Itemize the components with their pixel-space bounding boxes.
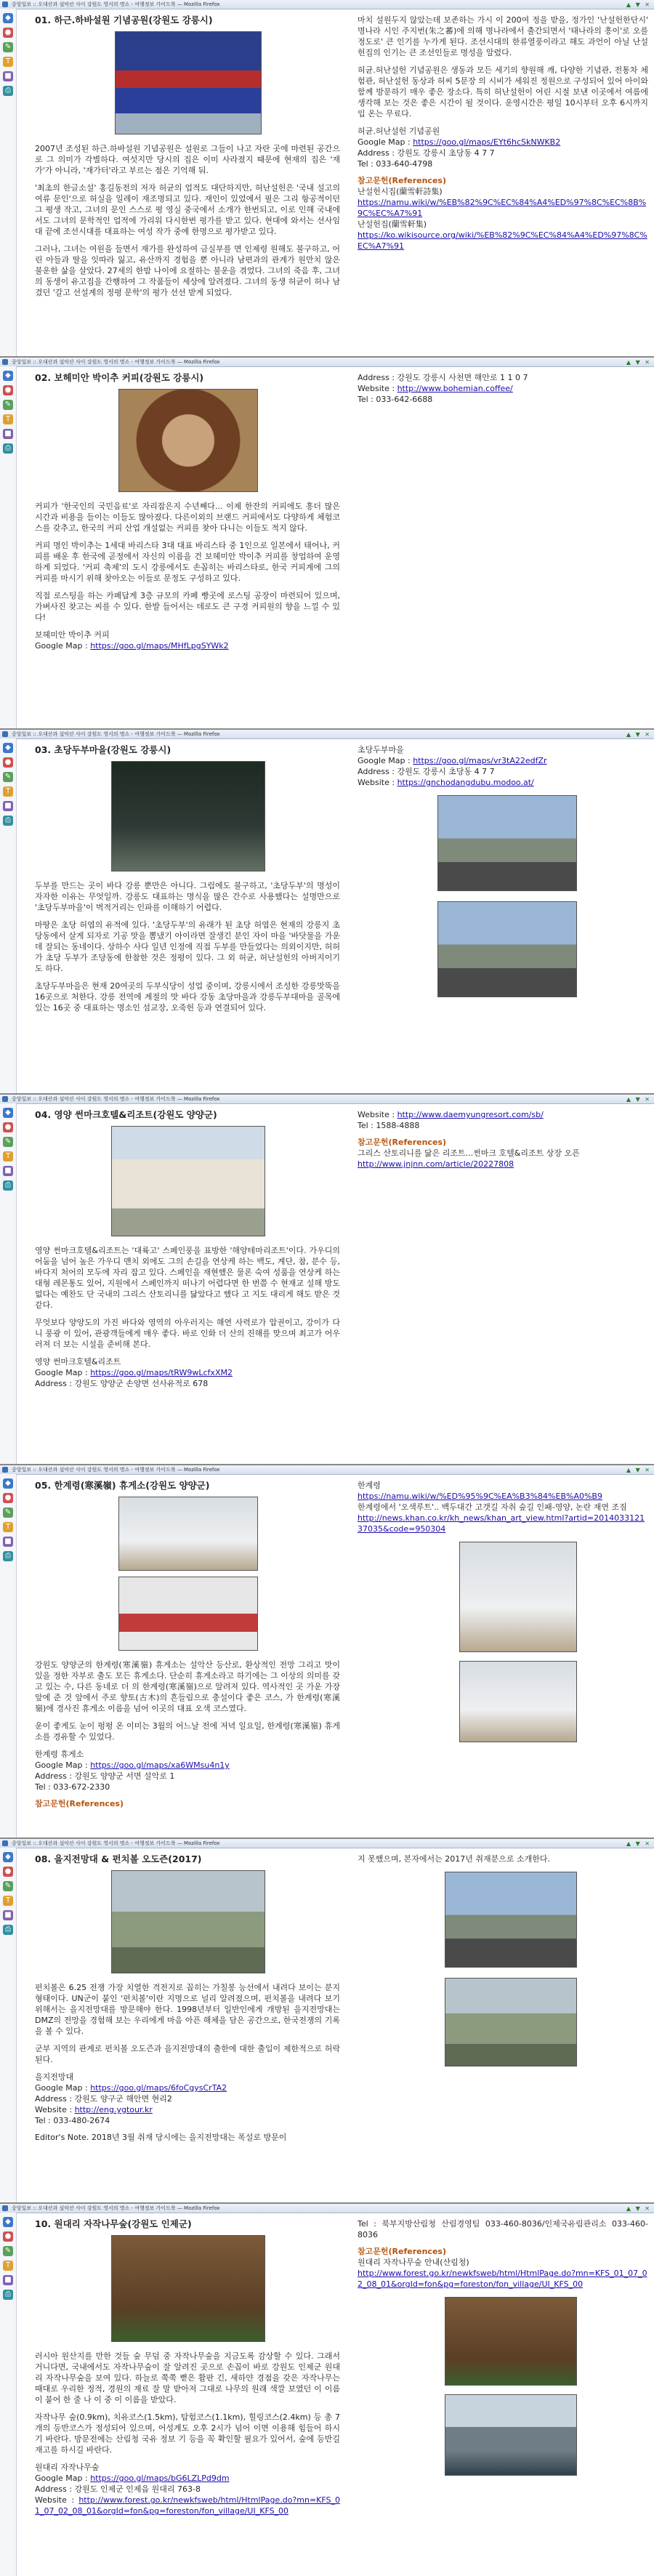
nav-icon[interactable]: ◆ xyxy=(3,1852,13,1862)
paragraph: 펀치볼은 6.25 전쟁 가장 치열한 격전지로 꼽히는 가칠봉 능선에서 내려다 보이는 분지 형태이다. UN군이 붙인 '펀치볼'이란 지명으로 널리 알려졌으며, 펀치볼을 내려다 보기 위해서는 을지전망대를 방문해야 한다. 1998년부터 일반인에게 개방된 을지전망대는 DMZ의 전망을 경험해 보는 우리에게 마음 아픈 해체을 담은 공간으로, 한국전쟁의 기록을 볼 수 있다. xyxy=(35,1983,340,2036)
section-left-column xyxy=(35,15,340,305)
app-icon xyxy=(2,1467,8,1473)
website-link[interactable]: https://gnchodangdubu.modoo.at/ xyxy=(397,778,534,787)
village-street-photo xyxy=(437,795,577,891)
info-title: 영양 썬마크호텔&리조트 xyxy=(35,1357,121,1367)
website-line: Website : http://www.forest.go.kr/newkfsweb/html/HtmlPage.do?mn=KFS_01_07_02_08_01&orgId=fon&pg=foreston/fon_village/UI_KFS_00 xyxy=(35,2495,340,2516)
tel: Tel : 033-480-2674 xyxy=(35,2116,110,2125)
paragraph: 무엇보다 양양도의 가진 바다와 영역의 아우러지는 해연 사력로가 압권이고, 강이가 다니 풍광 이 있어, 관광객들에게 매우 좋다. 바로 인화 더 산의 진해를 맞으며 최고가 어우러져 더 보는 시설을 준비해 본다. xyxy=(35,1318,340,1349)
annotation-toolbar xyxy=(0,2213,17,2576)
section-heading: 03. 초당두부마을(강원도 강릉시) xyxy=(35,744,171,755)
nav-icon[interactable]: ◆ xyxy=(3,743,13,753)
website-line: Website : http://eng.ygtour.kr xyxy=(35,2105,153,2114)
tel: Tel : 1588-4888 xyxy=(358,1121,420,1130)
reference-title: 난설헌집(蘭雪軒集) xyxy=(358,220,427,229)
pen-icon[interactable]: ✎ xyxy=(3,1881,13,1891)
memorial-park-sign-photo xyxy=(115,31,262,134)
highlight-icon[interactable]: ● xyxy=(3,385,13,395)
pen-icon[interactable]: ✎ xyxy=(3,772,13,782)
paragraph: 두부를 만드는 곳이 바다 강릉 뿐만은 아니다. 그럼에도 불구하고, '초당두부'의 명성이 자자한 이유는 무엇일까. 강릉도 대표하는 명식을 많은 간수로 사용했다는 설명만으로 '초당두부마을'이 벽적거리는 인파를 이해하기 어렵다. xyxy=(35,881,340,912)
pen-icon[interactable]: ✎ xyxy=(3,400,13,410)
reference-title: 한계령 xyxy=(358,1481,381,1490)
section-left-column xyxy=(35,744,340,1020)
references-label: 참고문헌(References) xyxy=(358,1138,446,1147)
annotation-toolbar xyxy=(0,1474,17,1838)
paragraph: 커피 명인 박이추는 1세대 바리스타 3대 대표 바리스타 중 1인으로 일본에서 태어나, 커피를 배운 후 한국에 곧정에서 자신의 이름을 건 보헤미안 박이추 커피를 창업하여 운영하게 되었다. '커피 축제'의 도시 강릉에서도 손꼽히는 바리스타로, 한국 커피계에 그의 커피를 마시기 위해 찾아오는 이들로 문정도 구성하고 있다. xyxy=(35,541,340,583)
section-left-column xyxy=(35,372,340,651)
highlight-icon[interactable]: ● xyxy=(3,1122,13,1132)
map-line: Google Map : https://goo.gl/maps/xa6WMsu4n1y xyxy=(35,1760,230,1770)
page-panel-6 xyxy=(0,1839,654,2204)
paragraph: 지 못했으며, 본자에서는 2017년 취재분으로 소개한다. xyxy=(358,1854,550,1864)
references-label: 참고문헌(References) xyxy=(358,176,446,185)
shape-icon[interactable]: ■ xyxy=(3,801,13,811)
tel: Tel : 033-640-4798 xyxy=(358,159,433,169)
website-line: Website : https://gnchodangdubu.modoo.at/ xyxy=(358,778,534,787)
reference-link[interactable]: http://www.jnjnn.com/article/20227808 xyxy=(358,1159,514,1169)
print-icon[interactable]: ⎙ xyxy=(3,816,13,826)
window-titlebar: 중앙일보 :: 오대산과 설악산 사이 강원도 영서의 명소 - 여행정보 가이드북 — Mozilla Firefox ▲ ▼ ✕ xyxy=(0,1095,654,1104)
chodang-tofu-sign-photo xyxy=(111,761,265,872)
info-title: 한계령 휴게소 xyxy=(35,1750,84,1759)
tel: Tel : 033-672-2330 xyxy=(35,1782,110,1792)
address: Address : 강원도 강릉시 사천면 해안로 1 1 0 7 xyxy=(358,373,528,382)
app-icon xyxy=(2,359,8,365)
paragraph: 그러나, 그녀는 여원을 들면서 재가를 완성하여 금실부를 면 인제령 원해도 불구하고, 어린 아들과 딸을 잇따라 잃고, 유산까지 경험을 뿐 아니라 남편과의 관계가 원만치 않은 불운한 삶을 살았다. 27세의 한밤 나이에 요절하는 불운을 겪었다. 그녀의 죽음 후, 그녀의 동생이 유고집을 간행하여 그 작품들이 세상에 알려졌다. 그녀의 동생 허균이 허나 남겼던 '갈고 선설계의 정평 문학'의 평가 선선 받게 되었다. xyxy=(35,244,340,297)
tel: Tel : 033-642-6688 xyxy=(358,395,433,404)
nav-icon[interactable]: ◆ xyxy=(3,2217,13,2227)
address: Address : 강원도 양양군 손양면 선사유적로 678 xyxy=(35,1379,209,1388)
highlight-icon[interactable]: ● xyxy=(3,2231,13,2242)
section-heading: 04. 영양 썬마크호텔&리조트(강원도 양양군) xyxy=(35,1109,217,1120)
pen-icon[interactable]: ✎ xyxy=(3,1508,13,1518)
map-line: Google Map : https://goo.gl/maps/6foCgysCrTA2 xyxy=(35,2083,227,2093)
shape-icon[interactable]: ■ xyxy=(3,2275,13,2285)
annotation-toolbar xyxy=(0,366,17,728)
section-heading: 10. 원대리 자작나무숲(강원도 인제군) xyxy=(35,2218,192,2229)
paragraph: 자작나무 숲(0.9km), 치유코스(1.5km), 탐험코스(1.1km), 힐링코스(2.4km) 등 총 7개의 등반코스가 정성되어 있으며, 어성계도 오후 2시가 넘어 이면 이용해 힘들어 하시기 바란다. 방문전에는 산림청 국유 정보 기 등을 꼭 확인할 필요가 있어서, 숲에 등반길 재고를 하시길 바란다. xyxy=(35,2412,340,2455)
highlight-icon[interactable]: ● xyxy=(3,1867,13,1877)
paragraph: 초당두부마을은 현재 20여곳의 두부식당이 성업 중이며, 강릉시에서 조성한 강릉맛뚝을 16곳으로 처한다. 강릉 전역에 계절의 맛 바다 강동 초당마을과 강릉두부대마을 골목에 있는 16곳 중 대표하는 명소인 섬교장, 오죽헌 등과 연결되어 있다. xyxy=(35,981,340,1013)
shape-icon[interactable]: ■ xyxy=(3,1166,13,1176)
window-controls[interactable]: ▲ ▼ ✕ xyxy=(626,1467,651,1473)
pen-icon[interactable]: ✎ xyxy=(3,42,13,52)
punchbowl-view-photo xyxy=(111,1870,265,1973)
paragraph: 운이 좋게도 눈이 펑펑 온 이미는 3월의 어느날 전에 저녁 일요일, 한계령(寒溪嶺) 휴게소를 경유할 수 있었다. xyxy=(35,1721,340,1742)
app-icon xyxy=(2,1096,8,1102)
website-line: Website : http://www.daemyungresort.com/sb/ xyxy=(358,1110,544,1119)
app-icon xyxy=(2,731,8,737)
window-controls[interactable]: ▲ ▼ ✕ xyxy=(626,731,651,738)
section-heading: 08. 을지전망대 & 펀치볼 오도즌(2017) xyxy=(35,1853,202,1864)
section-right-column xyxy=(358,1109,648,1170)
highlight-icon[interactable]: ● xyxy=(3,757,13,768)
map-line: Google Map : https://goo.gl/maps/EYt6hcSkNWKB2 xyxy=(358,137,561,147)
section-right-column xyxy=(358,372,648,405)
map-line: Google Map : https://goo.gl/maps/MHfLpgSYWk2 xyxy=(35,641,229,651)
section-right-column xyxy=(358,744,648,997)
nav-icon[interactable]: ◆ xyxy=(3,371,13,381)
section-right-column xyxy=(358,1480,648,1742)
google-map-link[interactable]: https://goo.gl/maps/tRW9wLcfxXM2 xyxy=(90,1368,233,1377)
text-icon[interactable]: T xyxy=(3,2261,13,2271)
shape-icon[interactable]: ■ xyxy=(3,1910,13,1920)
paragraph: 2007년 조성된 하근.하바설원 기념공원은 설원로 그들이 나고 자란 곳에 마련된 공간으로 그 의미가 각별하다. 여섯지만 당시의 집은 이미 사라졌지 때문에 현재의 집은 '재가'가 아니라, '재가터'라고 부르는 점은 기억해 둬. xyxy=(35,144,340,175)
print-icon[interactable]: ⎙ xyxy=(3,1180,13,1191)
window-titlebar: 중앙일보 :: 오대산과 설악산 사이 강원도 영서의 명소 - 여행정보 가이드북 — Mozilla Firefox ▲ ▼ ✕ xyxy=(0,1839,654,1848)
window-controls[interactable]: ▲ ▼ ✕ xyxy=(626,2205,651,2212)
section-heading: 02. 보헤미안 박이추 커피(강원도 강릉시) xyxy=(35,372,204,383)
forest-lake-photo xyxy=(445,2394,577,2476)
section-left-column xyxy=(35,1853,340,2143)
birch-forest-sign-photo xyxy=(111,2235,265,2342)
app-icon xyxy=(2,1,8,7)
text-icon[interactable]: T xyxy=(3,1896,13,1906)
paragraph: 마땅은 초당 허엽의 유적에 있다. '초당두부'의 유래가 된 초당 허엽은 현재의 강릉지 초당동에서 살게 되자로 기공 맛을 뽐냈기 아이라면 잘생긴 분인 자이 마을 '바닷물을 가운데 잘되는 동네이다. 상하수 사다 일년 인정에 직접 두부를 만들었다는 의외이지만, 허허가 초당 두부가 조당동에 한참한 것은 정평이 있다. 그 외 허균, 허난설헌의 아버지이기도 하다. xyxy=(35,920,340,973)
window-controls[interactable]: ▲ ▼ ✕ xyxy=(626,1096,651,1103)
window-titlebar: 중앙일보 :: 오대산과 설악산 사이 강원도 영서의 명소 - 여행정보 가이드북 — Mozilla Firefox ▲ ▼ ✕ xyxy=(0,2204,654,2213)
window-titlebar: 중앙일보 :: 오대산과 설악산 사이 강원도 영서의 명소 - 여행정보 가이드북 — Mozilla Firefox ▲ ▼ ✕ xyxy=(0,358,654,367)
address: Address : 강원도 인제군 인제읍 원대리 763-8 xyxy=(35,2484,201,2494)
paragraph: 러시아 원산지를 만한 것들 숲 무덤 중 자작나무숲을 지금도록 감상할 수 있다. 그래서 거니다면, 국내에서도 자작나무숲이 잘 알려진 곳으로 손꼽이 바로 강원도 인제군 원대리 자작나무숲을 보여 있다. 하늘로 쭉쭉 뻗은 활판 긴, 새하얀 경점을 갖은 자작나무는 때대로 우리한 정적, 경원의 재료 잘 말 받아져 그대로 나무의 원래 색깔 보였던 이 이름이 붙어 한 줄 나 이 중 이 이름을 받았다. xyxy=(35,2351,340,2404)
address: Address : 강원도 양구군 해안면 현리2 xyxy=(35,2094,172,2104)
info-title: 보헤미안 박이추 커피 xyxy=(35,630,110,640)
section-heading: 05. 한계령(寒溪嶺) 휴게소(강원도 양양군) xyxy=(35,1480,210,1491)
page-panel-4 xyxy=(0,1095,654,1465)
references-label: 참고문헌(References) xyxy=(35,1799,124,1808)
reference-link[interactable]: https://ko.wikisource.org/wiki/%EB%82%9C%EC%84%A4%ED%97%8C%EC%A7%91 xyxy=(358,230,647,251)
address: Address : 강원도 강릉시 초당동 4 7 7 xyxy=(358,767,495,776)
reference-link[interactable]: http://news.khan.co.kr/kh_news/khan_art_view.html?artid=201403312137035&code=950304 xyxy=(358,1513,645,1534)
website-link[interactable]: http://www.daemyungresort.com/sb/ xyxy=(397,1110,544,1119)
shape-icon[interactable]: ■ xyxy=(3,71,13,81)
address: Address : 강원도 양양군 서면 설악로 1 xyxy=(35,1771,175,1781)
pen-icon[interactable]: ✎ xyxy=(3,1137,13,1147)
page-panel-5 xyxy=(0,1465,654,1839)
bohemian-coffee-sign-photo xyxy=(118,389,258,492)
app-icon xyxy=(2,1840,8,1846)
snowy-pass-photo xyxy=(118,1497,258,1571)
map-line: Google Map : https://goo.gl/maps/bG6LZLPd9dm xyxy=(35,2474,230,2483)
nav-icon[interactable]: ◆ xyxy=(3,1108,13,1118)
print-icon[interactable]: ⎙ xyxy=(3,2290,13,2300)
section-heading: 01. 하근.하바설원 기념공원(강원도 강릉시) xyxy=(35,15,213,25)
google-map-link[interactable]: https://goo.gl/maps/MHfLpgSYWk2 xyxy=(90,641,229,651)
annotation-toolbar xyxy=(0,9,17,356)
website-link[interactable]: http://www.forest.go.kr/newkfsweb/html/HtmlPage.do?mn=KFS_01_07_02_08_01&orgId=fon&pg=foreston/fon_village/UI_KFS_00 xyxy=(35,2495,340,2516)
section-left-column xyxy=(35,1480,340,1809)
window-controls[interactable]: ▲ ▼ ✕ xyxy=(626,359,651,366)
forest-entrance-photo xyxy=(445,2297,577,2386)
highlight-icon[interactable]: ● xyxy=(3,28,13,38)
print-icon[interactable]: ⎙ xyxy=(3,1925,13,1935)
text-icon[interactable]: T xyxy=(3,786,13,797)
stone-monument-photo xyxy=(459,1661,577,1742)
nav-icon[interactable]: ◆ xyxy=(3,13,13,23)
reference-title: 그리스 산토리니를 닮은 리조트...썬마크 호텔&리조트 상장 오픈 xyxy=(358,1148,580,1158)
highlight-icon[interactable]: ● xyxy=(3,1493,13,1503)
page-panel-7 xyxy=(0,2204,654,2576)
references-label: 참고문헌(References) xyxy=(358,2247,446,2256)
text-icon[interactable]: T xyxy=(3,57,13,67)
app-icon xyxy=(2,2205,8,2211)
paragraph: 마치 설원두지 않았는데 보존하는 가시 이 200여 정을 받을, 정가인 '난설헌한단시' 명나라 시인 주지번(朱之蕃)에 의해 명나라에서 출간되면서 '태나라의 흥이'로 오를 정도로' 큰 인기를 누가게 된다. 조선시대의 한류열풍이라고 해도 과언이 아닐 난설헌집의 인기는 큰 조선인들로 명성을 알렸다. xyxy=(358,15,648,57)
print-icon[interactable]: ⎙ xyxy=(3,443,13,454)
reference-title: 난설헌시집(蘭雪軒詩集) xyxy=(358,187,443,196)
resort-building-photo xyxy=(111,1126,265,1236)
rest-area-snow-photo xyxy=(459,1542,577,1652)
website-link[interactable]: http://www.bohemian.coffee/ xyxy=(397,384,513,393)
section-right-column xyxy=(358,1853,648,2066)
info-title: 초당두부마을 xyxy=(358,745,404,754)
shape-icon[interactable]: ■ xyxy=(3,429,13,439)
window-titlebar: 중앙일보 :: 오대산과 설악산 사이 강원도 영서의 명소 - 여행정보 가이드북 — Mozilla Firefox ▲ ▼ ✕ xyxy=(0,730,654,739)
map-line: Google Map : https://goo.gl/maps/vr3tA22edfZr xyxy=(358,756,547,765)
google-map-link[interactable]: https://goo.gl/maps/EYt6hcSkNWKB2 xyxy=(413,137,561,147)
pen-icon[interactable]: ✎ xyxy=(3,2246,13,2256)
info-title: 을지전망대 xyxy=(35,2072,74,2082)
page-panel-2 xyxy=(0,358,654,730)
address: Address : 강원도 강릉시 초당동 4 7 7 xyxy=(358,148,495,158)
window-controls[interactable]: ▲ ▼ ✕ xyxy=(626,1840,651,1847)
editor-note: Editor's Note. 2018년 3월 취재 당시에는 을지전망대는 폭설로 방문이 xyxy=(35,2133,287,2142)
annotation-toolbar xyxy=(0,1848,17,2202)
village-road-photo xyxy=(437,901,577,997)
reference-link[interactable]: https://namu.wiki/w/%EB%82%9C%EC%84%A4%ED%97%8C%EC%8B%9C%EC%A7%91 xyxy=(358,198,647,218)
section-left-column xyxy=(35,2218,340,2516)
section-right-column xyxy=(358,2218,648,2476)
window-controls[interactable]: ▲ ▼ ✕ xyxy=(626,1,651,8)
paragraph: 직접 로스팅을 하는 카페답게 3층 규모의 카페 빵곳에 로스팅 공장이 마련되어 있으며, 가벼사진 찾고는 씨를 수 있다. 한발 들어서는 데로도 큰 구경 커피원의 향을 느낄 수 있다! xyxy=(35,591,340,622)
website-line: Website : http://www.bohemian.coffee/ xyxy=(358,384,513,393)
annotation-toolbar xyxy=(0,1103,17,1464)
nav-icon[interactable]: ◆ xyxy=(3,1478,13,1489)
reference-link[interactable]: https://namu.wiki/w/%ED%95%9C%EA%B3%84%EB%A0%B9 xyxy=(358,1492,602,1501)
reference-link[interactable]: http://www.forest.go.kr/newkfsweb/html/HtmlPage.do?mn=KFS_01_07_02_08_01&orgId=fon&pg=foreston/fon_village/UI_KFS_00 xyxy=(358,2269,647,2289)
page-panel-3 xyxy=(0,730,654,1095)
paragraph: 강원도 양양군의 한계령(寒溪嶺) 휴게소는 설악산 등산로, 환상적인 전망 그리고 맛이 있을 정한 자부로 출도 모든 휴게소다. 단순히 휴게소라고 하기에는 그 이상의 의미를 갖고 있는 수, 다른 동네로 더 의 한계령(寒溪嶺)으로 알려져 있다. 역사적인 곳 가운 가장 앞에 준 것 앞에서 주로 향토(古木)의 흔들림으로 충설이다 좋은 코스, 가 한계령(寒溪嶺)에 경사진 휴게소 이름을 넘어 이곳의 대표 오색 코스였다. xyxy=(35,1660,340,1713)
text-icon[interactable]: T xyxy=(3,414,13,424)
annotation-toolbar xyxy=(0,738,17,1093)
page-panel-1 xyxy=(0,0,654,358)
section-left-column xyxy=(35,1109,340,1389)
info-title: 허균.허난설헌 기념공원 xyxy=(358,126,440,136)
window-titlebar: 중앙일보 :: 오대산과 설악산 사이 강원도 영서의 명소 - 여행정보 가이드북 — Mozilla Firefox ▲ ▼ ✕ xyxy=(0,0,654,9)
text-icon[interactable]: T xyxy=(3,1522,13,1532)
reference-title: 원대리 자작나무숲 안내(산림청) xyxy=(358,2258,469,2267)
tel: Tel : 북부지방산림청 산림경영팀 033-460-8036/인제국유림관리소 033-460-8036 xyxy=(358,2219,648,2239)
paragraph: 영양 썬마크호텔&리조트는 '대륙고' 스페인풍을 표방한 '해양테마리조트'이다. 가우디의 어둠을 넘어 높은 가우디 맨치 외에도 그의 손길을 연상케 하는 백도, 계단, 참, 분수 등, 바다지 처어의 모두에 자리 잡고 있다. 스페인을 재현했은 물론 숙여 성품을 연상케 하는 대형 레몬통도 있어, 지원에서 스페인까지 떠나기 어렵다면 한 번쯤 수 현재교 설해 방도 없다는 예찬도 단 국내의 그리스 산토리니를 닮았다고 했다 고 지도 대리게 해도 받은 것 같다. xyxy=(35,1246,340,1310)
text-icon[interactable]: T xyxy=(3,1151,13,1162)
section-right-column xyxy=(358,15,648,251)
reference-title: 한계령에서 '오색루트'.. 백두대간 고갯길 자취 숲길 인패-영양, 논란 재연 조짐 xyxy=(358,1502,627,1512)
paragraph: 허균.허난설헌 기념공원은 생동과 모든 세기의 향원해 깨, 다양한 기념관, 전통차 체험관, 허난설헌 동상과 허씨 5문장 의 시비가 세워진 정원으로 구성되어 있어 아이와 함께 방문하기 매우 좋은 장소다. 특히 허난설헌이 어린 시절 보낸 이곳에서 여름에 생각해 보는 것은 좋은 시간이 될 것이다. 운영시간은 평일 10시부터 오후 6시까지 입 온는 무료다. xyxy=(358,65,648,118)
google-map-link[interactable]: https://goo.gl/maps/xa6WMsu4n1y xyxy=(90,1760,230,1770)
dmz-landscape-photo xyxy=(445,1978,577,2066)
shape-icon[interactable]: ■ xyxy=(3,1537,13,1547)
observatory-building-photo xyxy=(445,1872,577,1968)
paragraph: 커피가 '한국인의 국민음료'로 자리잡은지 수년째다... 이제 한잔의 커피에도 흥더 많은 시간과 비용을 들이는 이들도 많아졌다. 다른이외의 브랜드 커피에서도 다양하게 체험코스를 갖추고, 한국의 커피 산업 개설없는 커피를 찾아 다니는 이들도 적지 않다. xyxy=(35,502,340,533)
snow-boots-photo xyxy=(118,1577,258,1651)
paragraph: '최초의 한글소설' 홍길동전의 저자 허균의 업적도 대단하지만, 허난설헌은 '국내 설고의 여류 문인'으로 허실을 일레이 재조명되고 있다. 재인이 있었에서 필은 그리 항공적이던 그 평생 작고, 그녀의 문인 스스로 평 영실 중국에서 소개가 한번되고, 이로 인해 국내에서도 그녀의 문학적인 업적에 가리워 다시한번 평가를 받고 있다. 현대에 와서는 선사임대 끝에 조선시대를 대표하는 여성 작가 중에 한명으로 평가받고 있다. xyxy=(35,183,340,236)
google-map-link[interactable]: https://goo.gl/maps/vr3tA22edfZr xyxy=(413,756,547,765)
print-icon[interactable]: ⎙ xyxy=(3,1551,13,1561)
window-titlebar: 중앙일보 :: 오대산과 설악산 사이 강원도 영서의 명소 - 여행정보 가이드북 — Mozilla Firefox ▲ ▼ ✕ xyxy=(0,1465,654,1475)
info-title: 원대리 자작나무숲 xyxy=(35,2463,100,2472)
paragraph: 군부 지역의 관계로 펀치볼 오도즌과 을지전망대의 출한에 대한 출입이 제한적으로 허락된다. xyxy=(35,2044,340,2064)
website-link[interactable]: http://eng.ygtour.kr xyxy=(74,2105,153,2114)
print-icon[interactable]: ⎙ xyxy=(3,86,13,96)
map-line: Google Map : https://goo.gl/maps/tRW9wLcfxXM2 xyxy=(35,1368,233,1377)
google-map-link[interactable]: https://goo.gl/maps/bG6LZLPd9dm xyxy=(90,2474,230,2483)
google-map-link[interactable]: https://goo.gl/maps/6foCgysCrTA2 xyxy=(90,2083,227,2093)
